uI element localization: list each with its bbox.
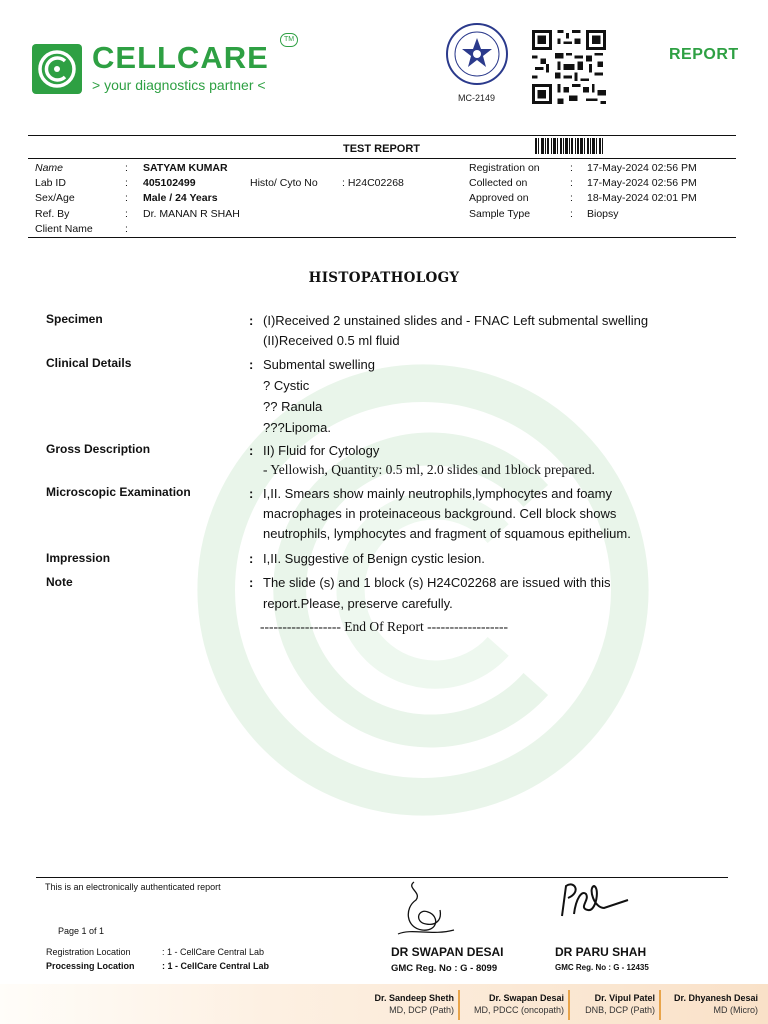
approved-label: Approved on bbox=[469, 192, 529, 204]
note-label: Note bbox=[46, 575, 73, 589]
doctor-separator-3 bbox=[659, 990, 661, 1020]
microscopic-line-2: macrophages in proteinaceous background. Cell block shows bbox=[263, 506, 617, 521]
clinical-line-1: Submental swelling bbox=[263, 357, 376, 372]
accreditation-number: MC-2149 bbox=[458, 93, 496, 103]
specimen-label: Specimen bbox=[46, 312, 103, 326]
specimen-line-2: (II)Received 0.5 ml fluid bbox=[263, 333, 400, 348]
barcode-icon bbox=[535, 138, 603, 154]
clinical-line-3: ?? Ranula bbox=[263, 399, 323, 414]
doctor-2-qual: MD, PDCC (oncopath) bbox=[473, 1005, 564, 1015]
note-colon: : bbox=[249, 575, 254, 590]
signatory-1-name: DR SWAPAN DESAI bbox=[391, 945, 504, 959]
name-sep: : bbox=[125, 162, 128, 174]
signature-2 bbox=[556, 878, 632, 924]
gross-colon: : bbox=[249, 443, 254, 458]
clinical-line-2: ? Cystic bbox=[263, 378, 310, 393]
brand-tagline: > your diagnostics partner < bbox=[92, 77, 266, 93]
note-line-2: report.Please, preserve carefully. bbox=[263, 596, 453, 611]
cellcare-logo bbox=[32, 44, 82, 94]
sample-type: Biopsy bbox=[587, 208, 619, 220]
logo-mark-icon bbox=[32, 44, 82, 94]
section-title: HISTOPATHOLOGY bbox=[308, 270, 460, 286]
collected-date: 17-May-2024 02:56 PM bbox=[587, 177, 697, 189]
clinical-line-4: ???Lipoma. bbox=[263, 420, 331, 435]
refby-sep: : bbox=[125, 208, 128, 220]
doctor-3 bbox=[585, 992, 655, 1016]
histo-number: : H24C02268 bbox=[342, 177, 404, 189]
patient-name: SATYAM KUMAR bbox=[143, 162, 228, 174]
doctor-4 bbox=[674, 992, 758, 1016]
registration-location: : 1 - CellCare Central Lab bbox=[162, 947, 265, 957]
doctor-4-name: Dr. Dhyanesh Desai bbox=[673, 993, 758, 1003]
qr-code-icon bbox=[530, 30, 608, 104]
processing-location: : 1 - CellCare Central Lab bbox=[162, 961, 270, 971]
microscopic-line-3: neutrophils, lymphocytes and fragment of squamous epithelium. bbox=[263, 526, 631, 541]
doctor-4-qual: MD (Micro) bbox=[713, 1005, 758, 1015]
approved-date: 18-May-2024 02:01 PM bbox=[587, 192, 697, 204]
specimen-line-1: (I)Received 2 unstained slides and - FNAC Left submental swelling bbox=[263, 313, 649, 328]
microscopic-colon: : bbox=[249, 486, 254, 501]
patient-header-divider bbox=[28, 158, 736, 159]
name-label: Name bbox=[35, 162, 64, 174]
doctor-separator-2 bbox=[568, 990, 570, 1020]
labid-label: Lab ID bbox=[35, 177, 66, 189]
page-number: Page 1 of 1 bbox=[58, 926, 105, 936]
clinical-colon: : bbox=[249, 357, 254, 372]
authentication-note: This is an electronically authenticated report bbox=[45, 882, 221, 892]
microscopic-line-1: I,II. Smears show mainly neutrophils,lymphocytes and foamy bbox=[263, 486, 612, 501]
sample-type-sep: : bbox=[570, 208, 573, 220]
test-report-title: TEST REPORT bbox=[343, 143, 421, 155]
accreditation-seal-icon bbox=[444, 20, 510, 92]
end-of-report: ------------------ End Of Report ------------------ bbox=[259, 619, 509, 634]
doctor-3-qual: DNB, DCP (Path) bbox=[585, 1005, 655, 1015]
labid-sep: : bbox=[125, 177, 128, 189]
signatory-2-reg: GMC Reg. No : G - 12435 bbox=[555, 963, 649, 972]
impression-text: I,II. Suggestive of Benign cystic lesion. bbox=[263, 551, 485, 566]
sexage-sep: : bbox=[125, 192, 128, 204]
gross-line-1: II) Fluid for Cytology bbox=[263, 443, 380, 458]
microscopic-label: Microscopic Examination bbox=[46, 485, 191, 499]
registration-date: 17-May-2024 02:56 PM bbox=[587, 162, 697, 174]
lab-id: 405102499 bbox=[143, 177, 196, 189]
doctor-1 bbox=[374, 992, 454, 1016]
registration-location-label: Registration Location bbox=[46, 947, 131, 957]
impression-label: Impression bbox=[46, 551, 111, 565]
collected-label: Collected on bbox=[469, 177, 528, 189]
gross-description-label: Gross Description bbox=[46, 442, 151, 456]
refby-label: Ref. By bbox=[35, 208, 70, 220]
referring-doctor: Dr. MANAN R SHAH bbox=[143, 208, 240, 220]
approved-sep: : bbox=[570, 192, 573, 204]
top-divider bbox=[28, 135, 736, 136]
doctor-separator-1 bbox=[458, 990, 460, 1020]
report-label: REPORT bbox=[669, 46, 739, 63]
sexage-label: Sex/Age bbox=[35, 192, 75, 204]
client-sep: : bbox=[125, 223, 128, 235]
gross-line-2: - Yellowish, Quantity: 0.5 ml, 2.0 slides and 1block prepared. bbox=[263, 462, 595, 477]
signatory-2-name: DR PARU SHAH bbox=[555, 945, 647, 959]
clinical-details-label: Clinical Details bbox=[46, 356, 132, 370]
sample-type-label: Sample Type bbox=[469, 208, 531, 220]
doctor-1-qual: MD, DCP (Path) bbox=[389, 1005, 454, 1015]
patient-bottom-divider bbox=[28, 237, 736, 238]
doctor-1-name: Dr. Sandeep Sheth bbox=[374, 993, 454, 1003]
note-line-1: The slide (s) and 1 block (s) H24C02268 are issued with this bbox=[263, 575, 611, 590]
watermark-logo bbox=[188, 355, 658, 825]
brand-name: CELLCARE bbox=[92, 40, 269, 75]
client-label: Client Name bbox=[35, 223, 93, 235]
collected-sep: : bbox=[570, 177, 573, 189]
trademark-badge: TM bbox=[280, 33, 298, 47]
specimen-colon: : bbox=[249, 313, 254, 328]
processing-location-label: Processing Location bbox=[46, 961, 135, 971]
signature-1 bbox=[392, 878, 462, 940]
registration-label: Registration on bbox=[469, 162, 540, 174]
registration-sep: : bbox=[570, 162, 573, 174]
impression-colon: : bbox=[249, 551, 254, 566]
signatory-1-reg: GMC Reg. No : G - 8099 bbox=[391, 963, 498, 974]
doctor-2-name: Dr. Swapan Desai bbox=[488, 993, 564, 1003]
doctor-3-name: Dr. Vipul Patel bbox=[594, 993, 655, 1003]
sex-age: Male / 24 Years bbox=[143, 192, 218, 204]
doctor-2 bbox=[474, 992, 564, 1016]
histo-label: Histo/ Cyto No bbox=[250, 177, 318, 189]
